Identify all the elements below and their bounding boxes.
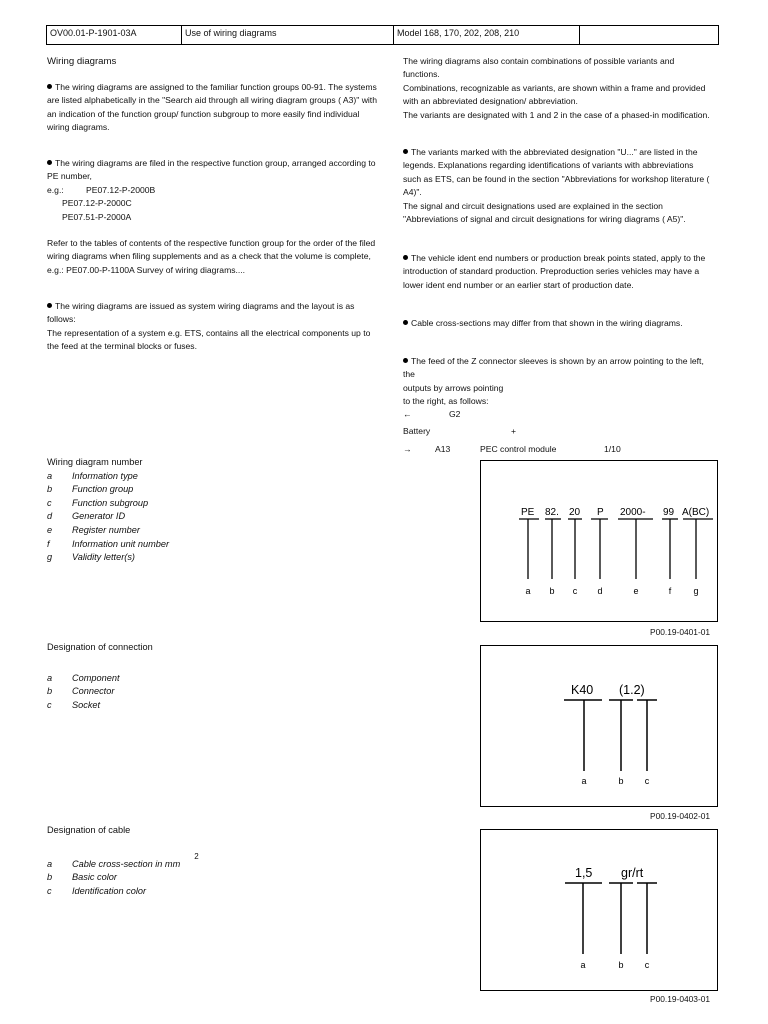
connection-svg [481, 646, 717, 806]
section-title: Wiring diagram number [47, 457, 143, 467]
right-p2b-text: The signal and circuit designations used are explained in the section "Abbreviations of signal and circuit designations for wiring diagrams ( A5)". [403, 200, 686, 225]
g2-label: G2 [449, 409, 461, 419]
legend-connection: Designation of connection a Component b Connector c Socket [47, 641, 153, 712]
diagram-part: 20 [569, 507, 581, 518]
section-title: Designation of connection [47, 642, 153, 652]
left-p1-text: The wiring diagrams are assigned to the familiar function groups 00-91. The systems are listed alphabetically in the "Search aid through all wiring diagram groups ( A3)" with an indication of the function group/ function subgroup to more easily find individual wiring diagrams. [47, 82, 377, 133]
feed-arrow-row [403, 409, 461, 419]
legend-item: Cable cross-section in mm [72, 858, 181, 869]
left-p4-rest: The representation of a system e.g. ETS, contains all the electrical components up to the feed at the terminal blocks or fuses. [47, 327, 371, 352]
right-p1c-text: The variants are designated with 1 and 2 in the case of a phased-in modification. [403, 109, 710, 120]
diagram-part: 2000- [620, 507, 646, 518]
diagram-letter: b [618, 776, 624, 786]
right-p2 [403, 146, 713, 226]
left-p2 [47, 157, 377, 224]
battery-label: Battery [403, 426, 431, 436]
pe-item: PE07.12-P-2000C [62, 198, 132, 209]
right-p5a-text: The feed of the Z connector sleeves is shown by an arrow pointing to the left, the [403, 356, 704, 380]
right-p3-text: The vehicle ident end numbers or production break points stated, apply to the introduction of standard production. Preproduction series vehicles may have a lower ident end number or an earlier start of production date. [403, 253, 706, 290]
pe-item: PE07.12-P-2000B [86, 184, 156, 195]
figure-caption: P00.19-0401-01 [650, 627, 711, 637]
right-p1-text: The wiring diagrams also contain combinations of possible variants and functions. [403, 56, 675, 80]
legend-item: Validity letter(s) [72, 552, 135, 563]
bullet-icon [403, 149, 408, 154]
legend-item: Information unit number [72, 538, 170, 549]
diagram-letter: d [597, 586, 603, 596]
diagram-part: A(BC) [682, 507, 710, 518]
section-title-wiring-diagrams: Wiring diagrams [47, 56, 117, 67]
bullet-icon [47, 160, 52, 165]
left-p4-lead: The wiring diagrams are issued as system wiring diagrams and the layout is as follows: [47, 301, 355, 325]
diagram-letter: f [668, 586, 672, 596]
diagram-part: (1.2) [619, 683, 645, 697]
left-p3-eg: e.g.: PE07.00-P-1100A Survey of wiring diagrams.... [47, 264, 246, 275]
a13-label: A13 [435, 444, 451, 454]
legend-cable: Designation of cable a Cable cross-section in mm 2 b Basic color c Identification color [47, 824, 199, 898]
legend-item: Socket [72, 699, 101, 710]
diagram-part: P [597, 507, 604, 518]
superscript-2: 2 [194, 851, 199, 861]
cable-diagram [480, 829, 718, 991]
doc-models: Model 168, 170, 202, 208, 210 [394, 26, 580, 44]
bullet-icon [403, 358, 408, 363]
right-p1b-text: Combinations, recognizable as variants, are shown within a frame and provided with an abbreviated designation/ abbreviation. [403, 82, 706, 107]
right-p5b-text: outputs by arrows pointing [403, 382, 504, 393]
doc-topic: Use of wiring diagrams [182, 26, 394, 44]
left-p2-eg: e.g.: [47, 184, 64, 195]
section-title: Designation of cable [47, 825, 131, 835]
diagram-letter: a [581, 776, 587, 786]
bullet-icon [47, 303, 52, 308]
figure-caption: P00.19-0403-01 [650, 994, 711, 1004]
legend-wiring-number: Wiring diagram number a Information type b Function group c Function subgroup d Generator ID e Register number f Information unit number g Validity letter(s) [47, 456, 169, 565]
legend-item: Generator ID [72, 511, 126, 522]
right-p4-text: Cable cross-sections may differ from that shown in the wiring diagrams. [411, 318, 683, 328]
diagram-letter: c [572, 586, 578, 596]
legend-item: Basic color [72, 872, 117, 883]
bullet-icon [403, 255, 408, 260]
battery-row [403, 426, 533, 436]
diagram-part: gr/rt [621, 866, 644, 880]
diagram-letter: a [580, 960, 586, 970]
bullet-icon [403, 320, 408, 325]
bullet-icon [47, 84, 52, 89]
right-p3 [403, 252, 713, 292]
arrow-left-icon: ← [403, 409, 412, 419]
legend-item: Component [72, 672, 120, 683]
pe-item: PE07.51-P-2000A [62, 211, 132, 222]
legend-item: Information type [72, 470, 138, 481]
output-row [403, 444, 663, 454]
arrow-right-icon: → [403, 444, 412, 454]
diagram-letter: c [644, 776, 650, 786]
legend-item: Identification color [72, 885, 147, 896]
diagram-letter: c [644, 960, 650, 970]
figure-caption: P00.19-0402-01 [650, 811, 711, 821]
right-p4 [403, 317, 713, 330]
diagram-part: 1,5 [575, 866, 593, 880]
legend-item: Register number [72, 524, 140, 535]
cable-svg [481, 830, 717, 990]
plus-label: + [511, 426, 517, 436]
left-p3 [47, 237, 377, 277]
connection-diagram [480, 645, 718, 807]
left-p1 [47, 81, 377, 135]
legend-item: Connector [72, 686, 115, 697]
diagram-part: 82. [545, 507, 559, 518]
right-p1 [403, 55, 713, 122]
right-p5c-text: to the right, as follows: [403, 396, 489, 407]
legend-item: Function group [72, 484, 134, 495]
diagram-letter: e [633, 586, 639, 596]
diagram-part: 99 [663, 507, 675, 518]
legend-item: Function subgroup [72, 497, 149, 508]
right-p2-text: The variants marked with the abbreviated designation "U..." are listed in the legends. Explanations regarding identifications of variants with abbreviations such as ETS, can be found in the section "Abbreviations for workshop literature ( A4)". [403, 147, 710, 198]
diagram-part: PE [521, 507, 535, 518]
left-column [47, 55, 377, 68]
doc-id: OV00.01-P-1901-03A [47, 26, 182, 44]
document-header [46, 25, 719, 45]
left-p3-text: Refer to the tables of contents of the respective function group for the order of the filed wiring diagrams when filing supplements and as a check that the volume is complete, [47, 238, 376, 262]
diagram-letter: g [693, 586, 699, 596]
pec-label: PEC control module [480, 444, 557, 454]
pec-ref: 1/10 [604, 444, 621, 454]
diagram-part: K40 [571, 683, 594, 697]
wiring-number-diagram [480, 460, 718, 622]
left-p2-text: The wiring diagrams are filed in the respective function group, arranged according to PE number, [47, 158, 376, 182]
diagram-letter: a [525, 586, 531, 596]
doc-extra [580, 26, 718, 44]
diagram-letter: b [618, 960, 624, 970]
left-p4 [47, 300, 377, 354]
wiring-number-svg [481, 461, 717, 621]
right-p5 [403, 355, 713, 409]
diagram-letter: b [549, 586, 555, 596]
